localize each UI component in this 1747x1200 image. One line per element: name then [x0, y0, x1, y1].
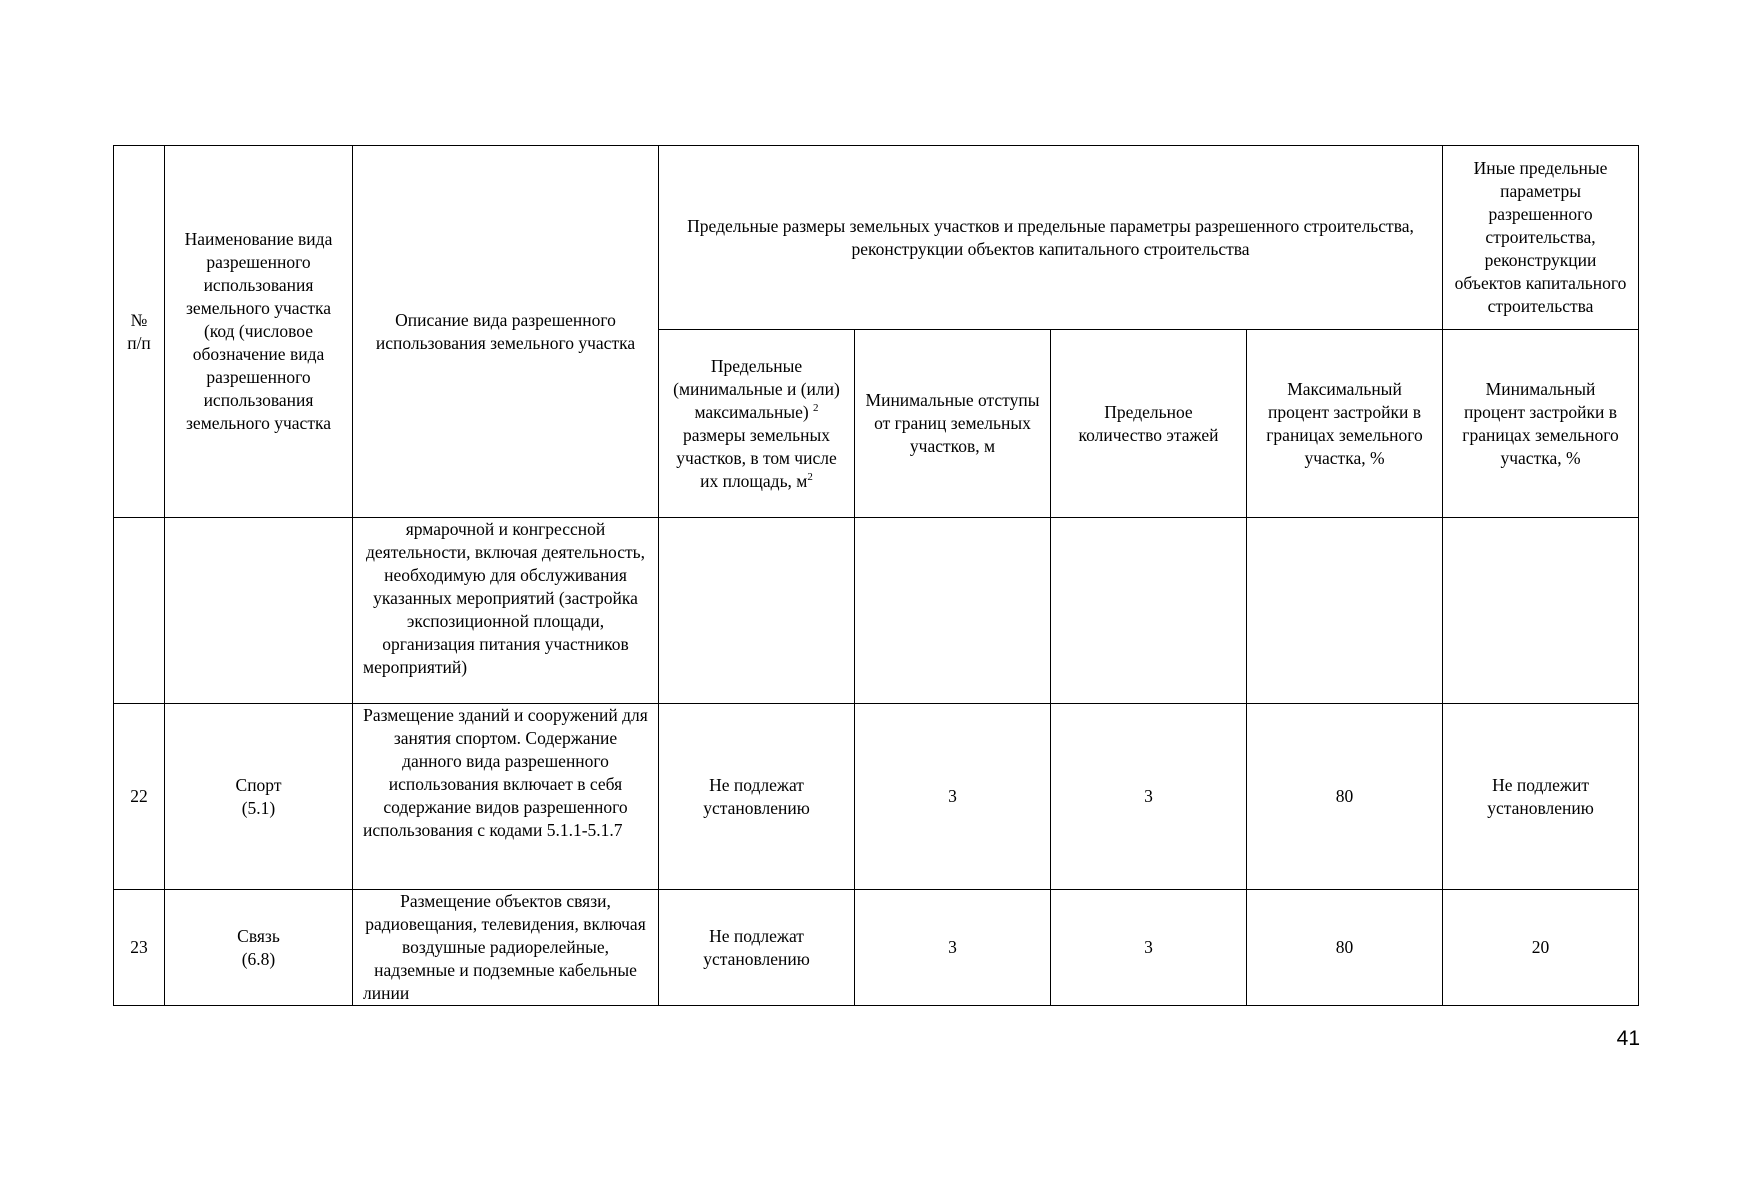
header-plot-size-footnote: 2 — [813, 401, 819, 414]
cell-code: (5.1) — [241, 797, 276, 818]
table-row — [114, 518, 1639, 704]
header-min-coverage: Минимальный процент застройки в границах земельного участка, % — [1443, 330, 1639, 518]
cell-plot-size: Не подлежат установлению — [659, 890, 855, 1006]
cell-name — [165, 518, 353, 704]
header-max-coverage: Максимальный процент застройки в границах земельного участка, % — [1247, 330, 1443, 518]
cell-setbacks: 3 — [855, 890, 1051, 1006]
cell-code: (6.8) — [241, 948, 276, 969]
cell-max-coverage — [1247, 518, 1443, 704]
header-plot-size — [659, 330, 855, 518]
header-group-params: Предельные размеры земельных участков и предельные параметры разрешенного строительства, реконструкции объектов капитального строительства — [659, 146, 1443, 330]
cell-min-coverage: Не подлежит установлению — [1443, 704, 1639, 890]
cell-name — [165, 890, 353, 1006]
cell-floors: 3 — [1051, 890, 1247, 1006]
cell-name-text: Спорт — [235, 774, 282, 795]
cell-min-coverage — [1443, 518, 1639, 704]
cell-description: Размещение объектов связи, радиовещания, телевидения, включая воздушные радиорелейные, надземные и подземные кабельные линии — [353, 890, 659, 1006]
header-other-params: Иные предельные параметры разрешенного строительства, реконструкции объектов капитального строительства — [1443, 146, 1639, 330]
cell-name-text: Связь — [237, 925, 280, 946]
cell-max-coverage: 80 — [1247, 704, 1443, 890]
cell-name — [165, 704, 353, 890]
cell-setbacks — [855, 518, 1051, 704]
cell-description: ярмарочной и конгрессной деятельности, включая деятельность, необходимую для обслуживания указанных мероприятий (застройка экспозиционной площади, организация питания участников мероприятий) — [353, 518, 659, 704]
header-description: Описание вида разрешенного использования земельного участка — [353, 146, 659, 518]
table-row — [114, 890, 1639, 1006]
cell-description: Размещение зданий и сооружений для занятия спортом. Содержание данного вида разрешенного использования включает в себя содержание видов разрешенного использования с кодами 5.1.1-5.1.7 — [353, 704, 659, 890]
header-row-1 — [114, 146, 1639, 330]
page-number: 41 — [1616, 1027, 1640, 1050]
cell-num: 23 — [114, 890, 165, 1006]
header-plot-size-a: Предельные (минимальные и (или) максимальные) — [673, 355, 840, 422]
cell-plot-size: Не подлежат установлению — [659, 704, 855, 890]
cell-plot-size — [659, 518, 855, 704]
cell-max-coverage: 80 — [1247, 890, 1443, 1006]
header-setbacks: Минимальные отступы от границ земельных участков, м — [855, 330, 1051, 518]
header-plot-size-b: размеры земельных участков, в том числе их площадь, м — [676, 424, 837, 491]
cell-setbacks: 3 — [855, 704, 1051, 890]
table-row — [114, 704, 1639, 890]
cell-num — [114, 518, 165, 704]
header-name: Наименование вида разрешенного использования земельного участка (код (числовое обозначение вида разрешенного использования земельного участка — [165, 146, 353, 518]
cell-min-coverage: 20 — [1443, 890, 1639, 1006]
cell-floors: 3 — [1051, 704, 1247, 890]
land-use-table — [113, 145, 1639, 1006]
header-floors: Предельное количество этажей — [1051, 330, 1247, 518]
cell-floors — [1051, 518, 1247, 704]
header-num: № п/п — [114, 146, 165, 518]
cell-num: 22 — [114, 704, 165, 890]
header-plot-size-unit-sup: 2 — [807, 470, 813, 483]
